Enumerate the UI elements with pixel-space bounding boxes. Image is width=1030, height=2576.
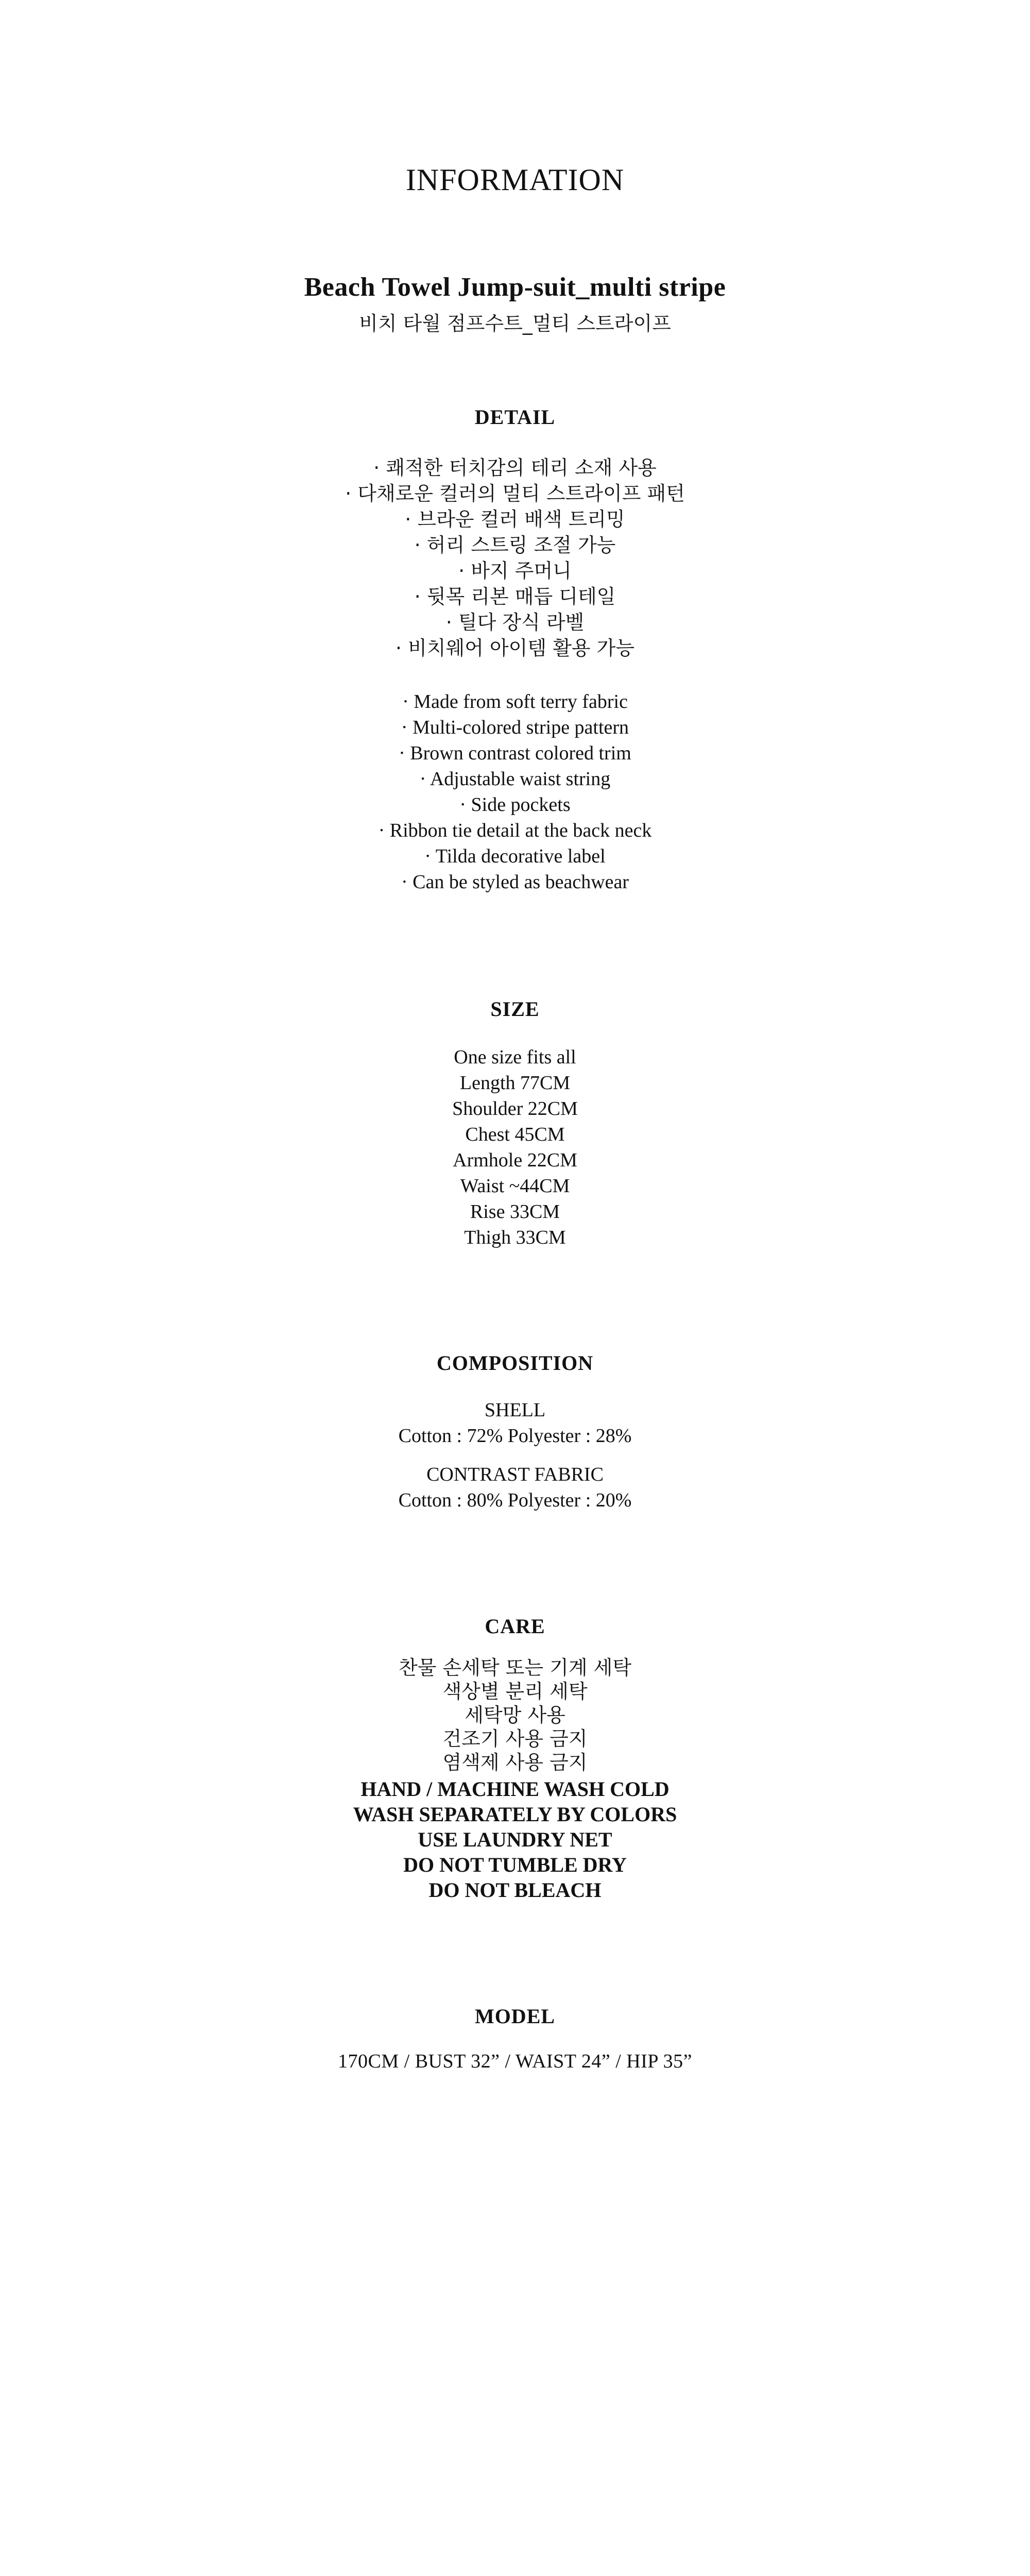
size-item: Waist ~44CM — [460, 1175, 570, 1197]
detail-item-ko: · 허리 스트링 조절 가능 — [414, 534, 616, 556]
care-list-korean — [0, 1656, 1030, 1774]
care-list-english — [0, 1776, 1030, 1903]
detail-item-ko: · 뒷목 리본 매듭 디테일 — [414, 585, 616, 608]
care-item-ko: 염색제 사용 금지 — [442, 1751, 588, 1774]
care-item-ko: 세탁망 사용 — [465, 1704, 565, 1726]
detail-item-en: · Side pockets — [459, 794, 571, 816]
care-item-ko: 색상별 분리 세탁 — [442, 1680, 588, 1703]
model-measurements-text: 170CM / BUST 32” / WAIST 24” / HIP 35” — [338, 2050, 692, 2072]
composition-shell-label: SHELL — [484, 1399, 546, 1421]
composition-contrast-value: Cotton : 80% Polyester : 20% — [398, 1489, 632, 1511]
detail-item-ko: · 쾌적한 터치감의 테리 소재 사용 — [373, 456, 657, 479]
model-section-title: MODEL — [474, 2005, 556, 2028]
detail-item-ko: · 브라운 컬러 배색 트리밍 — [405, 508, 625, 531]
care-item-ko: 찬물 손세탁 또는 기계 세탁 — [398, 1656, 632, 1679]
detail-item-ko: · 바지 주머니 — [458, 560, 572, 582]
care-item-en: USE LAUNDRY NET — [418, 1828, 612, 1851]
care-item-en: HAND / MACHINE WASH COLD — [360, 1777, 670, 1801]
composition-shell — [0, 1397, 1030, 1449]
care-section-title: CARE — [485, 1615, 545, 1638]
detail-item-ko: · 비치웨어 아이템 활용 가능 — [395, 637, 635, 659]
detail-item-en: · Ribbon tie detail at the back neck — [378, 820, 652, 841]
care-item-ko: 건조기 사용 금지 — [442, 1727, 588, 1750]
composition-contrast — [0, 1462, 1030, 1513]
detail-item-ko: · 틸다 장식 라벨 — [445, 611, 585, 634]
detail-list-english — [0, 689, 1030, 895]
detail-item-ko: · 다채로운 컬러의 멀티 스트라이프 패턴 — [345, 482, 685, 505]
detail-item-en: · Can be styled as beachwear — [401, 871, 629, 893]
size-section-title: SIZE — [490, 997, 540, 1021]
detail-list-korean — [0, 455, 1030, 661]
size-item: Shoulder 22CM — [452, 1098, 578, 1120]
product-name: Beach Towel Jump-suit_multi stripe — [304, 273, 726, 302]
care-item-en: DO NOT TUMBLE DRY — [403, 1853, 627, 1876]
care-item-en: WASH SEPARATELY BY COLORS — [353, 1803, 677, 1826]
size-list — [0, 1044, 1030, 1250]
page-title: INFORMATION — [405, 163, 625, 197]
size-item: Thigh 33CM — [464, 1227, 566, 1248]
product-name-korean: 비치 타월 점프수트_멀티 스트라이프 — [359, 312, 671, 335]
detail-item-en: · Tilda decorative label — [424, 845, 606, 867]
detail-item-en: · Multi-colored stripe pattern — [401, 717, 629, 738]
detail-item-en: · Brown contrast colored trim — [399, 742, 631, 764]
size-item: Armhole 22CM — [453, 1149, 577, 1171]
composition-contrast-label: CONTRAST FABRIC — [426, 1464, 604, 1485]
size-item: One size fits all — [454, 1046, 576, 1068]
model-measurements — [0, 2048, 1030, 2074]
composition-section-title: COMPOSITION — [436, 1351, 594, 1375]
detail-section-title: DETAIL — [474, 405, 556, 429]
care-item-en: DO NOT BLEACH — [428, 1878, 602, 1902]
size-item: Rise 33CM — [470, 1201, 560, 1223]
size-item: Chest 45CM — [465, 1124, 565, 1145]
detail-item-en: · Adjustable waist string — [419, 768, 611, 790]
detail-item-en: · Made from soft terry fabric — [402, 691, 628, 713]
size-item: Length 77CM — [459, 1072, 571, 1094]
composition-shell-value: Cotton : 72% Polyester : 28% — [398, 1425, 632, 1447]
